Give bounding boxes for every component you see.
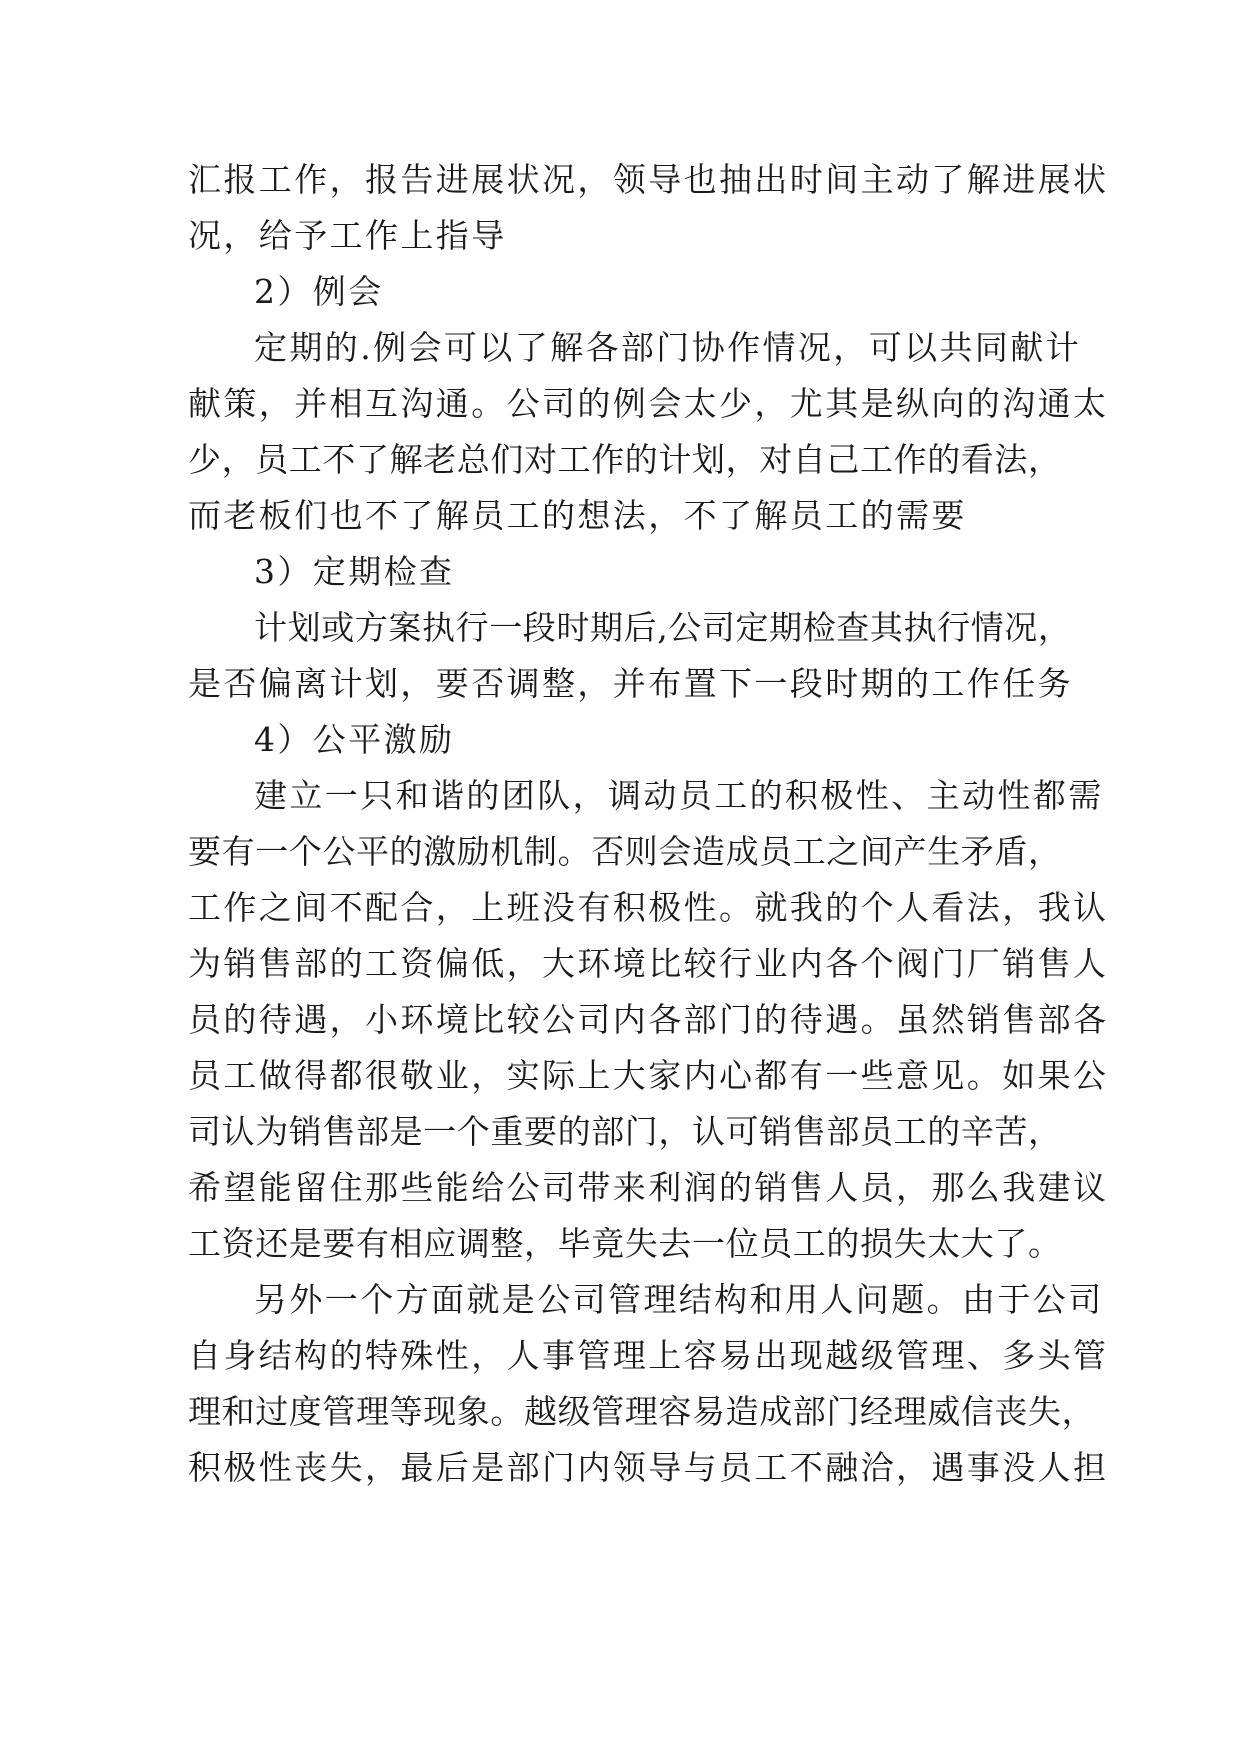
- text-line: 建立一只和谐的团队，调动员工的积极性、主动性都需: [254, 776, 1104, 815]
- text-line: 为销售部的工资偏低，大环境比较行业内各个阀门厂销售人: [188, 944, 1109, 983]
- text-line: 希望能留住那些能给公司带来利润的销售人员，那么我建议: [188, 1168, 1109, 1207]
- text-line: 自身结构的特殊性，人事管理上容易出现越级管理、多头管: [188, 1336, 1109, 1375]
- section-heading: 3）定期检查: [254, 552, 455, 591]
- text-line: 另外一个方面就是公司管理结构和用人问题。由于公司: [254, 1280, 1104, 1319]
- text-line: 员工做得都很敬业，实际上大家内心都有一些意见。如果公: [188, 1056, 1109, 1095]
- text-line: 定期的.例会可以了解各部门协作情况，可以共同献计: [254, 328, 1082, 367]
- text-line: 少，员工不了解老总们对工作的计划，对自己工作的看法，: [188, 440, 1062, 479]
- text-line: 工作之间不配合，上班没有积极性。就我的个人看法，我认: [188, 888, 1109, 927]
- text-line: 要有一个公平的激励机制。否则会造成员工之间产生矛盾，: [188, 832, 1062, 871]
- text-line: 况，给予工作上指导: [188, 216, 507, 255]
- text-line: 理和过度管理等现象。越级管理容易造成部门经理威信丧失，: [188, 1392, 1096, 1431]
- section-heading: 4）公平激励: [254, 720, 455, 759]
- text-line: 计划或方案执行一段时期后,公司定期检查其执行情况，: [254, 608, 1072, 647]
- text-line: 是否偏离计划，要否调整，并布置下一段时期的工作任务: [188, 664, 1073, 703]
- text-line: 汇报工作，报告进展状况，领导也抽出时间主动了解进展状: [188, 160, 1109, 199]
- text-line: 员的待遇，小环境比较公司内各部门的待遇。虽然销售部各: [188, 1000, 1109, 1039]
- text-line: 积极性丧失，最后是部门内领导与员工不融洽，遇事没人担: [188, 1448, 1109, 1487]
- text-line: 司认为销售部是一个重要的部门，认可销售部员工的辛苦，: [188, 1112, 1062, 1151]
- text-line: 献策，并相互沟通。公司的例会太少，尤其是纵向的沟通太: [188, 384, 1109, 423]
- text-line: 工资还是要有相应调整，毕竟失去一位员工的损失太大了。: [188, 1224, 1062, 1263]
- text-line: 而老板们也不了解员工的想法，不了解员工的需要: [188, 496, 967, 535]
- section-heading: 2）例会: [254, 272, 384, 311]
